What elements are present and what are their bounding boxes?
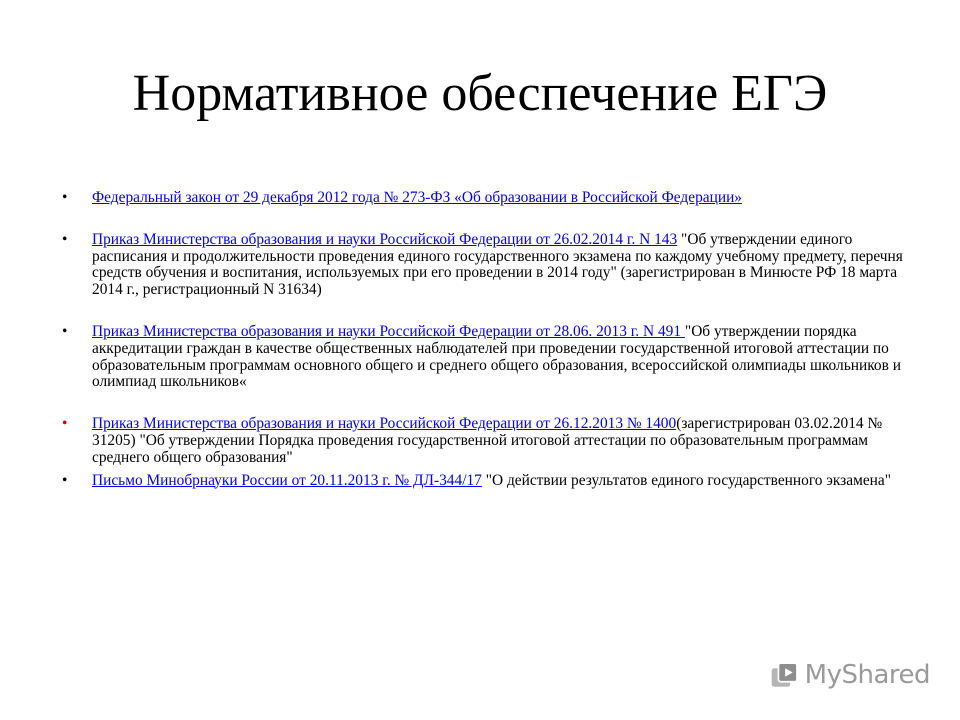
order-1400-link[interactable]: Приказ Министерства образования и науки Российской Федерации от 26.12.2013 № 1400 [92,415,677,433]
item-text: "О действии результатов единого государственного экзамена" [481,471,892,489]
list-item [62,416,912,466]
watermark-text: MyShared [804,660,930,690]
slide-title: Нормативное обеспечение ЕГЭ [132,65,828,122]
item-text: "Об утверждении порядка аккредитации граждан в качестве общественных наблюдателей при проведении государственной итоговой аттестации по образовательным программам основного общего и среднего общего образования, всероссийской олимпиады школьников и олимпиад школьников« [92,322,901,391]
bullet: • [62,230,68,248]
bullet: • [62,471,68,489]
document-list [62,190,912,489]
myshared-logo-icon [770,658,799,692]
letter-dl-344-link[interactable]: Письмо Минобрнауки России от 20.11.2013 г. № ДЛ-344/17 [92,471,482,489]
list-item [62,232,912,299]
federal-law-link[interactable]: Федеральный закон от 29 декабря 2012 года № 273-ФЗ «Об образовании в Российской Федерации» [92,189,742,206]
list-item [62,324,912,391]
list-item [62,190,912,207]
item-text: (зарегистрирован 03.02.2014 № 31205) "Об утверждении Порядка проведения государственной итоговой аттестации по образовательным программам среднего общего образования" [92,415,883,466]
item-text: "Об утверждении единого расписания и продолжительности проведения единого государственного экзамена по каждому учебному предмету, перечня средств обучения и воспитания, используемых при его проведении в 2014 году" (зарегистрирован в Минюсте РФ 18 марта 2014 г., регистрационный N 31634) [92,230,903,299]
list-item [62,473,912,490]
order-491-link[interactable]: Приказ Министерства образования и науки Российской Федерации от 28.06. 2013 г. N 491 [92,322,685,340]
watermark-logo [770,655,930,695]
order-143-link[interactable]: Приказ Министерства образования и науки Российской Федерации от 26.02.2014 г. N 143 [92,230,678,248]
bullet: • [62,189,68,206]
bullet-red: • [62,415,68,433]
bullet: • [62,322,68,340]
